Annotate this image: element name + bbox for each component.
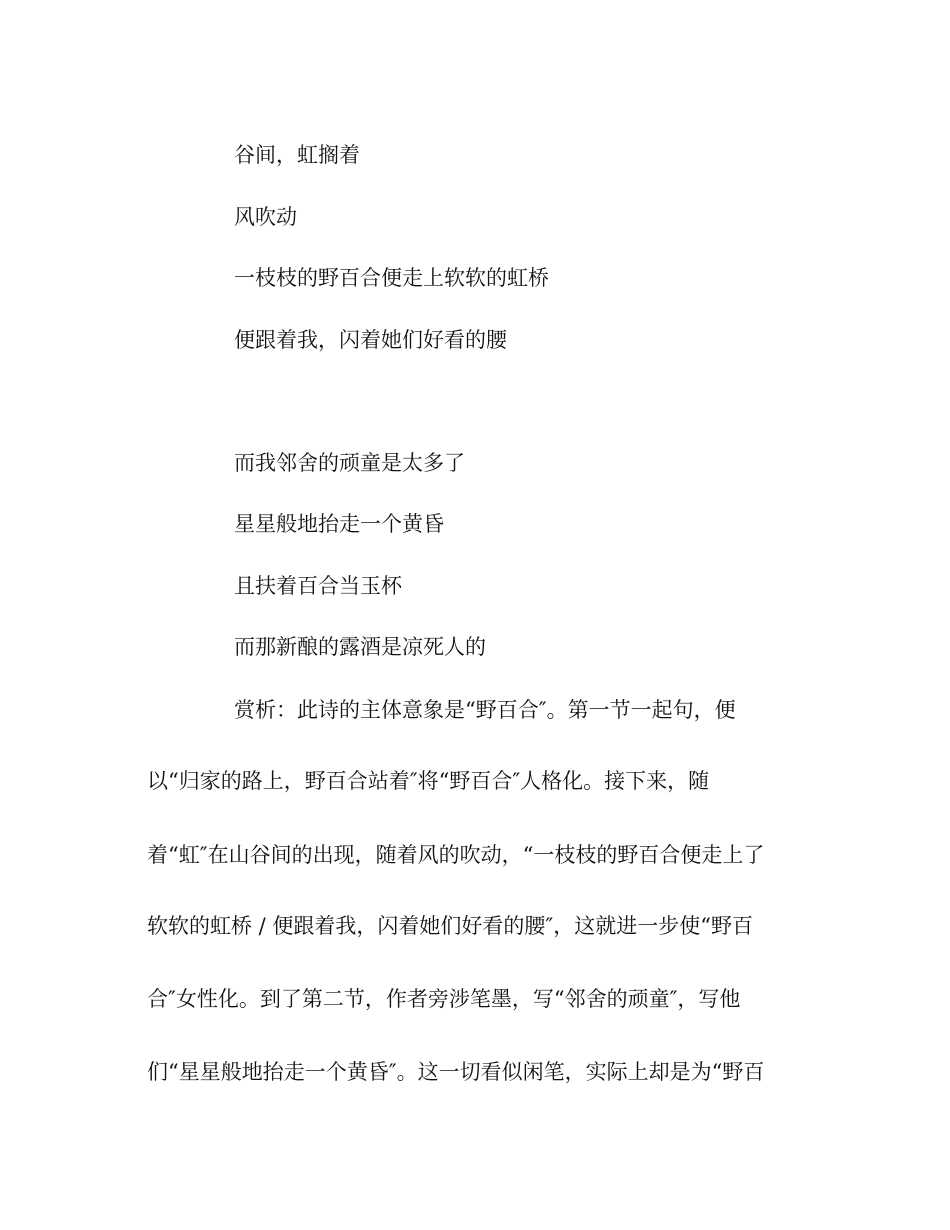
analysis-line: 合″女性化。到了第二节，作者旁涉笔墨，写“邻舍的顽童″，写他 <box>147 987 741 1011</box>
analysis-line: 着“虹″在山谷间的出现，随着风的吹动，“一枝枝的野百合便走上了 <box>147 843 765 867</box>
poem-line: 而我邻舍的顽童是太多了 <box>234 451 465 475</box>
poem-line: 便跟着我，闪着她们好看的腰 <box>234 328 507 352</box>
analysis-line: 以“归家的路上，野百合站着″将“野百合″人格化。接下来，随 <box>147 769 710 793</box>
analysis-line: 软软的虹桥 / 便跟着我，闪着她们好看的腰″，这就进一步使“野百 <box>147 914 754 938</box>
analysis-line: 赏析：此诗的主体意象是“野百合″。第一节一起句，便 <box>234 698 736 722</box>
poem-line: 而那新酿的露酒是凉死人的 <box>234 635 486 659</box>
poem-line: 谷间，虹搁着 <box>234 143 360 167</box>
poem-line: 一枝枝的野百合便走上软软的虹桥 <box>234 266 549 290</box>
poem-line: 风吹动 <box>234 205 297 229</box>
poem-line: 且扶着百合当玉杯 <box>234 574 402 598</box>
analysis-line: 们“星星般地抬走一个黄昏″。这一切看似闲笔，实际上却是为“野百 <box>147 1060 765 1084</box>
poem-line: 星星般地抬走一个黄昏 <box>234 512 444 536</box>
